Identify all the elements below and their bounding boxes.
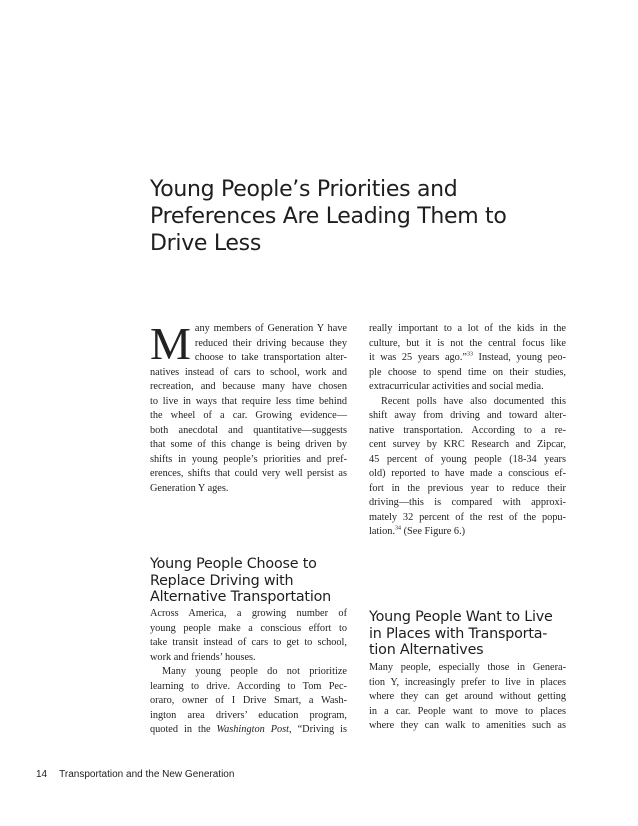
text-line: erences, shifts that could very well persist as (150, 468, 347, 479)
footnote-ref-33: 33 (466, 351, 473, 358)
text-line: Generation Y ages. (150, 482, 229, 494)
text-line: tion Y, increasingly prefer to live in places (369, 676, 566, 688)
text-line: recreation, and because many have chosen (150, 381, 347, 392)
page-number: 14 (36, 769, 48, 780)
text-line: the wheel of a car. Growing evidence— (150, 410, 347, 421)
text-line: Many people, especially those in Genera- (369, 662, 566, 673)
text-line: extracurricular activities and social media. (369, 381, 544, 392)
text-line: natives instead of cars to school, work and (150, 366, 347, 378)
publication-title: Transportation and the New Generation (59, 769, 235, 780)
text-line: young people make a conscious effort to (150, 622, 347, 634)
text-line: reduced their driving because they (194, 337, 347, 349)
heading-line: Alternative Transportation (150, 589, 332, 605)
text-line: Recent polls have also documented this (381, 395, 566, 407)
text-segment: , “Driving is (289, 724, 347, 735)
text-line: native transportation. According to a re- (369, 424, 566, 436)
text-line: oraro, owner of I Drive Smart, a Wash- (150, 695, 347, 706)
text-line: to live in ways that require less time behind (150, 395, 347, 407)
text-line (369, 351, 566, 366)
text-line (150, 723, 347, 738)
title-line: Young People’s Priorities and (150, 177, 458, 202)
text-line: both anecdotal and quantitative—suggests (150, 424, 347, 436)
section1-body (150, 607, 347, 738)
heading-line: tion Alternatives (369, 642, 484, 658)
footnote-ref-34: 34 (395, 525, 402, 532)
section-heading-want-to-live (369, 609, 574, 659)
section-heading-replace-driving (150, 556, 355, 606)
title-line: Preferences Are Leading Them to (150, 204, 507, 229)
text-segment: it was 25 years ago.” (369, 352, 467, 363)
heading-line: Replace Driving with (150, 572, 294, 589)
text-line: really important to a lot of the kids in the (369, 323, 566, 334)
text-line: cent survey by KRC Research and Zipcar, (369, 439, 566, 450)
text-line: choose to take transportation alter- (194, 352, 347, 363)
text-line: shift away from driving and toward alter- (369, 410, 566, 421)
text-line: shifts in young people’s priorities and pref- (150, 453, 347, 465)
text-line: that some of this change is being driven by (150, 439, 347, 450)
heading-line: Young People Want to Live (369, 609, 553, 625)
text-segment: quoted in the (150, 724, 217, 735)
text-line: learning to drive. According to Tom Pec- (150, 680, 347, 692)
right-column-body (369, 322, 566, 540)
text-line: driving—this is compared with approxi- (369, 497, 566, 508)
publication-name: Washington Post (216, 724, 290, 735)
page-title (150, 176, 570, 257)
text-line: 45 percent of young people (18-34 years (369, 453, 566, 465)
title-line: Drive Less (150, 231, 261, 256)
page-footer (36, 769, 234, 780)
text-line: where they can get around without getting (369, 691, 566, 702)
text-line: work and friends’ houses. (150, 651, 256, 663)
text-segment: (See Figure 6.) (401, 526, 466, 537)
text-line: old) reported to have made a conscious ef- (369, 468, 566, 479)
text-line: in a car. People want to move to places (369, 705, 566, 717)
text-line: Many young people do not prioritize (162, 666, 347, 677)
text-line: ington area drivers’ education program, (150, 709, 347, 721)
text-segment: Instead, young peo- (472, 352, 566, 363)
text-line: where they can walk to amenities such as (369, 720, 566, 731)
text-line: any members of Generation Y have (194, 323, 347, 334)
text-segment: lation. (369, 526, 396, 537)
text-line: Across America, a growing number of (150, 608, 347, 619)
text-line: ple choose to spend time on their studies, (369, 366, 566, 378)
text-line: mately 32 percent of the rest of the popu- (369, 511, 566, 523)
text-line (369, 525, 566, 540)
section2-body (369, 661, 566, 734)
drop-cap: M (150, 318, 191, 369)
text-line: take transit instead of cars to get to school, (150, 637, 347, 648)
heading-line: in Places with Transporta- (369, 625, 548, 642)
text-line: fort in the previous year to reduce their (369, 482, 566, 494)
intro-paragraph (150, 318, 347, 496)
heading-line: Young People Choose to (150, 556, 317, 572)
text-line: culture, but it is not the central focus like (369, 337, 566, 349)
